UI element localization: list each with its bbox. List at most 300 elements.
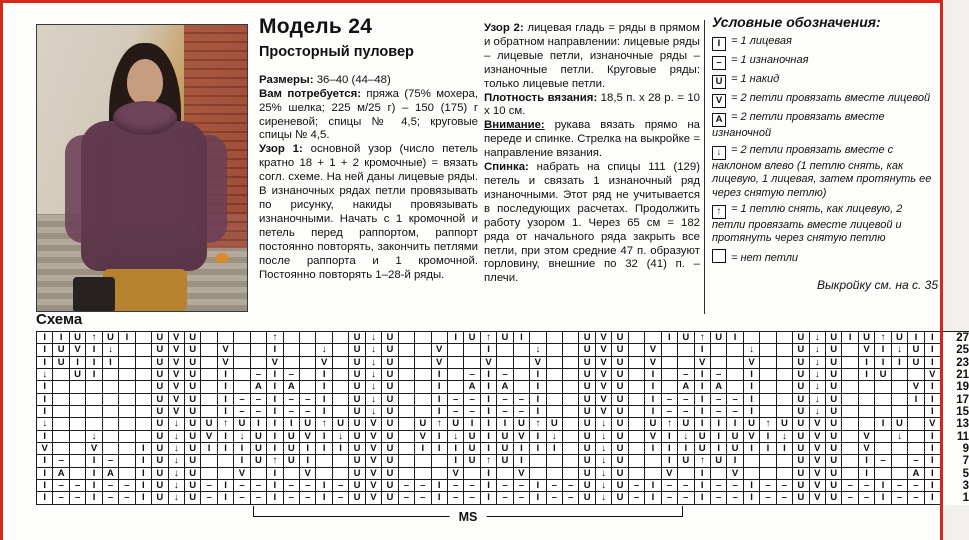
handbag xyxy=(73,277,115,311)
chart-cell: V xyxy=(810,480,826,492)
chart-cell: U xyxy=(284,443,300,455)
chart-cell: I xyxy=(842,332,858,344)
chart-cell: U xyxy=(826,468,842,480)
chart-cell xyxy=(399,455,415,467)
chart-cell: I xyxy=(662,455,678,467)
chart-cell xyxy=(119,468,135,480)
chart-cell: ↑ xyxy=(481,455,497,467)
chart-cell xyxy=(300,332,316,344)
chart-cell xyxy=(103,394,119,406)
chart-cell: V xyxy=(859,431,875,443)
chart-cell xyxy=(908,443,924,455)
chart-cell xyxy=(645,455,661,467)
chart-cell: U xyxy=(185,357,201,369)
paragraph: Спинка: набрать на спицы 111 (129) петель и связать 1 изнаночный ряд изнаночными. Этот ряд не учитывается в последующих расчетах. Продолжить работу узором 1. Через 65 см = 182 ряда от начального ряда закрыть все петли, при этом средние 47 п. образуют горловину, внешние по 32 (41) п. – плечи. xyxy=(484,161,700,285)
chart-cell xyxy=(284,468,300,480)
chart-cell xyxy=(333,332,349,344)
chart-cell: – xyxy=(760,480,776,492)
chart-cell xyxy=(333,357,349,369)
chart-cell: U xyxy=(251,455,267,467)
chart-cell xyxy=(399,431,415,443)
chart-cell: I xyxy=(316,369,332,381)
chart-cell: – xyxy=(464,406,480,418)
chart-cell xyxy=(842,443,858,455)
chart-cell: I xyxy=(711,418,727,430)
chart-cell: – xyxy=(514,492,530,504)
chart-cell xyxy=(727,344,743,356)
chart-cell: U xyxy=(185,443,201,455)
chart-cell: – xyxy=(514,480,530,492)
chart-cell: – xyxy=(842,480,858,492)
sweater-body xyxy=(81,121,207,271)
chart-cell: – xyxy=(399,480,415,492)
chart-cell: ↓ xyxy=(366,357,382,369)
chart-cell: – xyxy=(284,492,300,504)
chart-cell: – xyxy=(251,406,267,418)
chart-cell: A xyxy=(53,468,69,480)
chart-cell xyxy=(563,455,579,467)
chart-cell xyxy=(629,468,645,480)
chart-cell: U xyxy=(793,406,809,418)
chart-cell: I xyxy=(925,381,941,393)
chart-cell xyxy=(201,406,217,418)
chart-cell xyxy=(563,381,579,393)
legend-item: I = 1 лицевая xyxy=(712,35,938,51)
chart-cell: – xyxy=(727,406,743,418)
chart-cell xyxy=(875,394,891,406)
chart-cell: I xyxy=(448,332,464,344)
legend-item: ↓ = 2 петли провязать вместе с наклоном влево (1 петлю снять, как лицевую, 1 лицевая, затем протянуть ее через снятую петлю) xyxy=(712,143,932,199)
chart-cell xyxy=(514,344,530,356)
chart-cell: U xyxy=(300,418,316,430)
chart-cell: I xyxy=(645,394,661,406)
chart-cell xyxy=(136,431,152,443)
chart-cell: V xyxy=(859,443,875,455)
chart-cell: U xyxy=(612,418,628,430)
chart-cell: I xyxy=(432,369,448,381)
chart-cell xyxy=(201,468,217,480)
chart-cell xyxy=(777,369,793,381)
chart-cell: U xyxy=(875,369,891,381)
chart-row xyxy=(37,443,969,455)
chart-cell xyxy=(300,381,316,393)
chart-cell: V xyxy=(432,344,448,356)
chart-cell: I xyxy=(695,480,711,492)
chart-cell: U xyxy=(185,480,201,492)
chart-cell: I xyxy=(514,332,530,344)
chart-cell: I xyxy=(530,431,546,443)
chart-cell xyxy=(875,431,891,443)
chart-cell: – xyxy=(103,455,119,467)
chart-cell xyxy=(629,406,645,418)
chart-cell: – xyxy=(711,369,727,381)
chart-cell: – xyxy=(662,394,678,406)
chart-cell: U xyxy=(826,344,842,356)
stitch-symbol-box: A xyxy=(712,113,726,127)
chart-cell: I xyxy=(267,369,283,381)
chart-cell: – xyxy=(284,480,300,492)
legend-item: = нет петли xyxy=(712,249,938,265)
chart-cell xyxy=(859,406,875,418)
chart-cell: – xyxy=(333,492,349,504)
chart-cell: U xyxy=(793,468,809,480)
chart-cell: ↓ xyxy=(678,431,694,443)
chart-cell xyxy=(547,332,563,344)
chart-cell: I xyxy=(316,443,332,455)
chart-cell: ↓ xyxy=(810,369,826,381)
chart-cell: – xyxy=(70,480,86,492)
chart-cell: I xyxy=(925,492,941,504)
chart-cell: V xyxy=(366,468,382,480)
chart-cell xyxy=(760,394,776,406)
chart-row xyxy=(37,369,969,381)
chart-cell: U xyxy=(349,418,365,430)
chart-row xyxy=(37,431,969,443)
chart-cell: I xyxy=(481,394,497,406)
chart-cell xyxy=(464,357,480,369)
chart-row-number: 27 xyxy=(941,332,969,344)
chart-cell: U xyxy=(826,394,842,406)
chart-cell: I xyxy=(695,369,711,381)
chart-cell: V xyxy=(744,357,760,369)
chart-cell: ↑ xyxy=(760,418,776,430)
chart-cell: – xyxy=(563,492,579,504)
chart-cell: – xyxy=(53,480,69,492)
chart-cell: U xyxy=(497,332,513,344)
chart-cell xyxy=(399,406,415,418)
chart-cell xyxy=(645,468,661,480)
article-column-1 xyxy=(259,15,478,282)
chart-cell: I xyxy=(316,431,332,443)
chart-cell: ↓ xyxy=(596,468,612,480)
chart-cell xyxy=(103,431,119,443)
chart-cell: ↓ xyxy=(810,394,826,406)
chart-row-number: 21 xyxy=(941,369,969,381)
chart-cell: I xyxy=(464,418,480,430)
chart-cell xyxy=(119,369,135,381)
chart-cell: U xyxy=(826,332,842,344)
chart-cell xyxy=(727,369,743,381)
chart-cell: V xyxy=(727,468,743,480)
chart-cell: I xyxy=(267,418,283,430)
chart-cell xyxy=(629,381,645,393)
chart-cell: I xyxy=(695,394,711,406)
chart-cell xyxy=(251,344,267,356)
chart-cell: ↑ xyxy=(875,332,891,344)
chart-cell xyxy=(234,369,250,381)
ms-label: MS xyxy=(450,510,487,524)
chart-cell: I xyxy=(859,357,875,369)
chart-cell: I xyxy=(136,492,152,504)
chart-cell: U xyxy=(152,418,168,430)
chart-cell xyxy=(53,443,69,455)
chart-row-number: 5 xyxy=(941,468,969,480)
chart-cell: I xyxy=(859,369,875,381)
chart-cell: U xyxy=(727,443,743,455)
chart-cell: A xyxy=(711,381,727,393)
chart-cell: I xyxy=(86,492,102,504)
chart-cell xyxy=(86,418,102,430)
chart-cell: I xyxy=(925,455,941,467)
chart-cell xyxy=(530,332,546,344)
chart-cell: I xyxy=(234,443,250,455)
chart-cell: I xyxy=(481,480,497,492)
chart-cell xyxy=(629,443,645,455)
chart-cell: I xyxy=(37,406,53,418)
chart-cell: – xyxy=(678,394,694,406)
chart-cell: U xyxy=(349,394,365,406)
chart-row xyxy=(37,357,969,369)
chart-cell: – xyxy=(727,492,743,504)
chart-cell: V xyxy=(810,443,826,455)
chart-cell: U xyxy=(333,418,349,430)
chart-cell: U xyxy=(645,418,661,430)
chart-row xyxy=(37,480,969,492)
chart-cell: I xyxy=(316,406,332,418)
chart-row-number: 13 xyxy=(941,418,969,430)
chart-cell: I xyxy=(86,369,102,381)
chart-cell xyxy=(629,431,645,443)
chart-cell: I xyxy=(136,443,152,455)
chart-cell xyxy=(119,455,135,467)
chart-cell: I xyxy=(86,344,102,356)
chart-cell: – xyxy=(497,394,513,406)
chart-cell: U xyxy=(185,418,201,430)
chart-cell xyxy=(316,332,332,344)
chart-cell: ↓ xyxy=(366,369,382,381)
chart-cell xyxy=(629,455,645,467)
chart-cell: I xyxy=(333,443,349,455)
chart-cell xyxy=(711,357,727,369)
chart-cell: U xyxy=(514,418,530,430)
chart-cell xyxy=(119,431,135,443)
chart-cell: I xyxy=(875,344,891,356)
chart-cell: I xyxy=(547,443,563,455)
chart-cell xyxy=(777,332,793,344)
chart-row-number: 1 xyxy=(941,492,969,504)
chart-cell: U xyxy=(612,357,628,369)
chart-row xyxy=(37,492,969,504)
chart-cell xyxy=(547,357,563,369)
chart-cell xyxy=(563,344,579,356)
chart-cell xyxy=(399,381,415,393)
chart-cell: I xyxy=(251,418,267,430)
chart-cell xyxy=(136,369,152,381)
chart-cell: I xyxy=(316,492,332,504)
chart-cell: ↓ xyxy=(169,480,185,492)
chart-cell: I xyxy=(267,406,283,418)
chart-cell xyxy=(563,431,579,443)
chart-cell: I xyxy=(925,468,941,480)
chart-cell xyxy=(136,418,152,430)
chart-cell: U xyxy=(826,381,842,393)
chart-cell: ↓ xyxy=(810,381,826,393)
paragraph: Плотность вязания: 18,5 п. x 28 р. = 10 x 10 см. xyxy=(484,91,700,118)
chart-cell: – xyxy=(284,369,300,381)
chart-cell xyxy=(629,357,645,369)
chart-cell: ↑ xyxy=(432,418,448,430)
chart-cell: I xyxy=(53,332,69,344)
chart-cell: – xyxy=(70,492,86,504)
chart-cell: – xyxy=(777,480,793,492)
chart-cell: ↑ xyxy=(86,332,102,344)
chart-cell: U xyxy=(185,406,201,418)
chart-cell: I xyxy=(300,443,316,455)
chart-cell: U xyxy=(152,492,168,504)
chart-cell xyxy=(136,381,152,393)
chart-cell: I xyxy=(37,468,53,480)
chart-cell: V xyxy=(596,369,612,381)
chart-cell: U xyxy=(448,418,464,430)
chart-cell: – xyxy=(514,394,530,406)
chart-cell: – xyxy=(497,480,513,492)
chart-cell: – xyxy=(629,480,645,492)
paragraph: Узор 1: основной узор (число петель кратно 18 + 1 + 2 кромочные) = вязать согл. схеме. На ней даны лицевые ряды. В изнаночных рядах петли провязывать по рисунку, накиды провязывать изнаночными. Начать с 1 кромочной и петель перед раппортом, раппорт постоянно повторять, закончить петлями после раппорта и 1 кромочной. Постоянно повторять 1–28-й ряды. xyxy=(259,143,478,281)
chart-cell xyxy=(201,357,217,369)
chart-cell: ↑ xyxy=(695,455,711,467)
chart-cell: I xyxy=(925,443,941,455)
chart-cell: U xyxy=(382,480,398,492)
chart-cell: A xyxy=(103,468,119,480)
chart-cell: U xyxy=(103,332,119,344)
chart-cell: V xyxy=(596,406,612,418)
chart-cell: U xyxy=(793,480,809,492)
chart-cell: – xyxy=(678,406,694,418)
chart-cell: ↓ xyxy=(366,381,382,393)
chart-row xyxy=(37,455,969,467)
chart-cell: – xyxy=(547,492,563,504)
chart-cell xyxy=(136,394,152,406)
chart-cell: V xyxy=(366,455,382,467)
chart-cell: – xyxy=(760,492,776,504)
chart-cell: I xyxy=(695,406,711,418)
sweater-cowl-collar xyxy=(113,101,177,135)
chart-cell: I xyxy=(267,381,283,393)
chart-cell xyxy=(448,344,464,356)
chart-cell: – xyxy=(251,492,267,504)
chart-cell: I xyxy=(530,406,546,418)
chart-cell: I xyxy=(432,480,448,492)
chart-cell xyxy=(892,406,908,418)
chart-cell: U xyxy=(185,369,201,381)
chart-cell xyxy=(760,357,776,369)
chart-cell xyxy=(563,369,579,381)
chart-cell: I xyxy=(530,492,546,504)
chart-cell: – xyxy=(300,480,316,492)
chart-cell: U xyxy=(185,468,201,480)
chart-cell: U xyxy=(908,344,924,356)
chart-cell: U xyxy=(579,455,595,467)
chart-cell xyxy=(859,418,875,430)
chart-cell xyxy=(136,406,152,418)
chart-cell xyxy=(415,468,431,480)
chart-cell: – xyxy=(497,492,513,504)
chart-cell: V xyxy=(169,357,185,369)
chart-cell: I xyxy=(875,418,891,430)
chart-cell xyxy=(563,418,579,430)
chart-cell: U xyxy=(185,394,201,406)
chart-cell: – xyxy=(908,492,924,504)
chart-cell: I xyxy=(645,369,661,381)
chart-cell xyxy=(530,468,546,480)
chart-cell xyxy=(70,418,86,430)
chart-cell xyxy=(842,406,858,418)
chart-cell xyxy=(678,468,694,480)
chart-cell xyxy=(908,369,924,381)
chart-cell: U xyxy=(497,455,513,467)
chart-cell: V xyxy=(925,418,941,430)
chart-cell xyxy=(842,344,858,356)
chart-cell xyxy=(842,394,858,406)
chart-cell: I xyxy=(218,492,234,504)
chart-cell xyxy=(662,369,678,381)
chart-cell: U xyxy=(695,443,711,455)
chart-cell: U xyxy=(727,431,743,443)
chart-cell xyxy=(859,394,875,406)
chart-cell xyxy=(136,344,152,356)
chart-cell xyxy=(201,381,217,393)
chart-cell: U xyxy=(152,468,168,480)
chart-cell xyxy=(547,406,563,418)
chart-cell: I xyxy=(760,443,776,455)
chart-cell: V xyxy=(300,468,316,480)
stitch-symbol-box: I xyxy=(712,37,726,51)
chart-cell: I xyxy=(218,443,234,455)
chart-cell: I xyxy=(432,431,448,443)
chart-cell: ↓ xyxy=(547,431,563,443)
chart-cell: U xyxy=(612,381,628,393)
chart-cell xyxy=(399,369,415,381)
chart-cell: U xyxy=(612,369,628,381)
chart-cell: I xyxy=(481,492,497,504)
chart-cell xyxy=(333,369,349,381)
chart-cell xyxy=(760,381,776,393)
chart-cell xyxy=(760,332,776,344)
chart-cell: U xyxy=(826,492,842,504)
chart-cell: V xyxy=(169,332,185,344)
chart-cell: V xyxy=(810,418,826,430)
instructions-text-1 xyxy=(259,74,478,283)
chart-cell: U xyxy=(382,381,398,393)
chart-cell xyxy=(432,455,448,467)
chart-cell xyxy=(875,468,891,480)
chart-cell: V xyxy=(596,344,612,356)
article-column-2 xyxy=(484,22,700,286)
chart-cell: I xyxy=(662,443,678,455)
chart-cell: A xyxy=(464,381,480,393)
chart-cell: V xyxy=(169,394,185,406)
chart-cell: U xyxy=(382,443,398,455)
chart-cell xyxy=(842,431,858,443)
chart-cell: V xyxy=(596,332,612,344)
stitch-symbol-box: V xyxy=(712,94,726,108)
chart-cell: I xyxy=(136,480,152,492)
chart-cell: V xyxy=(596,381,612,393)
chart-cell xyxy=(497,344,513,356)
chart-cell xyxy=(103,443,119,455)
chart-cell: U xyxy=(415,418,431,430)
chart-cell: U xyxy=(793,492,809,504)
chart-cell xyxy=(316,468,332,480)
chart-cell: – xyxy=(547,480,563,492)
chart-cell xyxy=(530,455,546,467)
chart-cell: V xyxy=(218,357,234,369)
chart-cell: – xyxy=(497,369,513,381)
chart-cell: – xyxy=(892,480,908,492)
chart-cell: U xyxy=(349,406,365,418)
chart-cell xyxy=(201,332,217,344)
chart-cell: U xyxy=(382,406,398,418)
